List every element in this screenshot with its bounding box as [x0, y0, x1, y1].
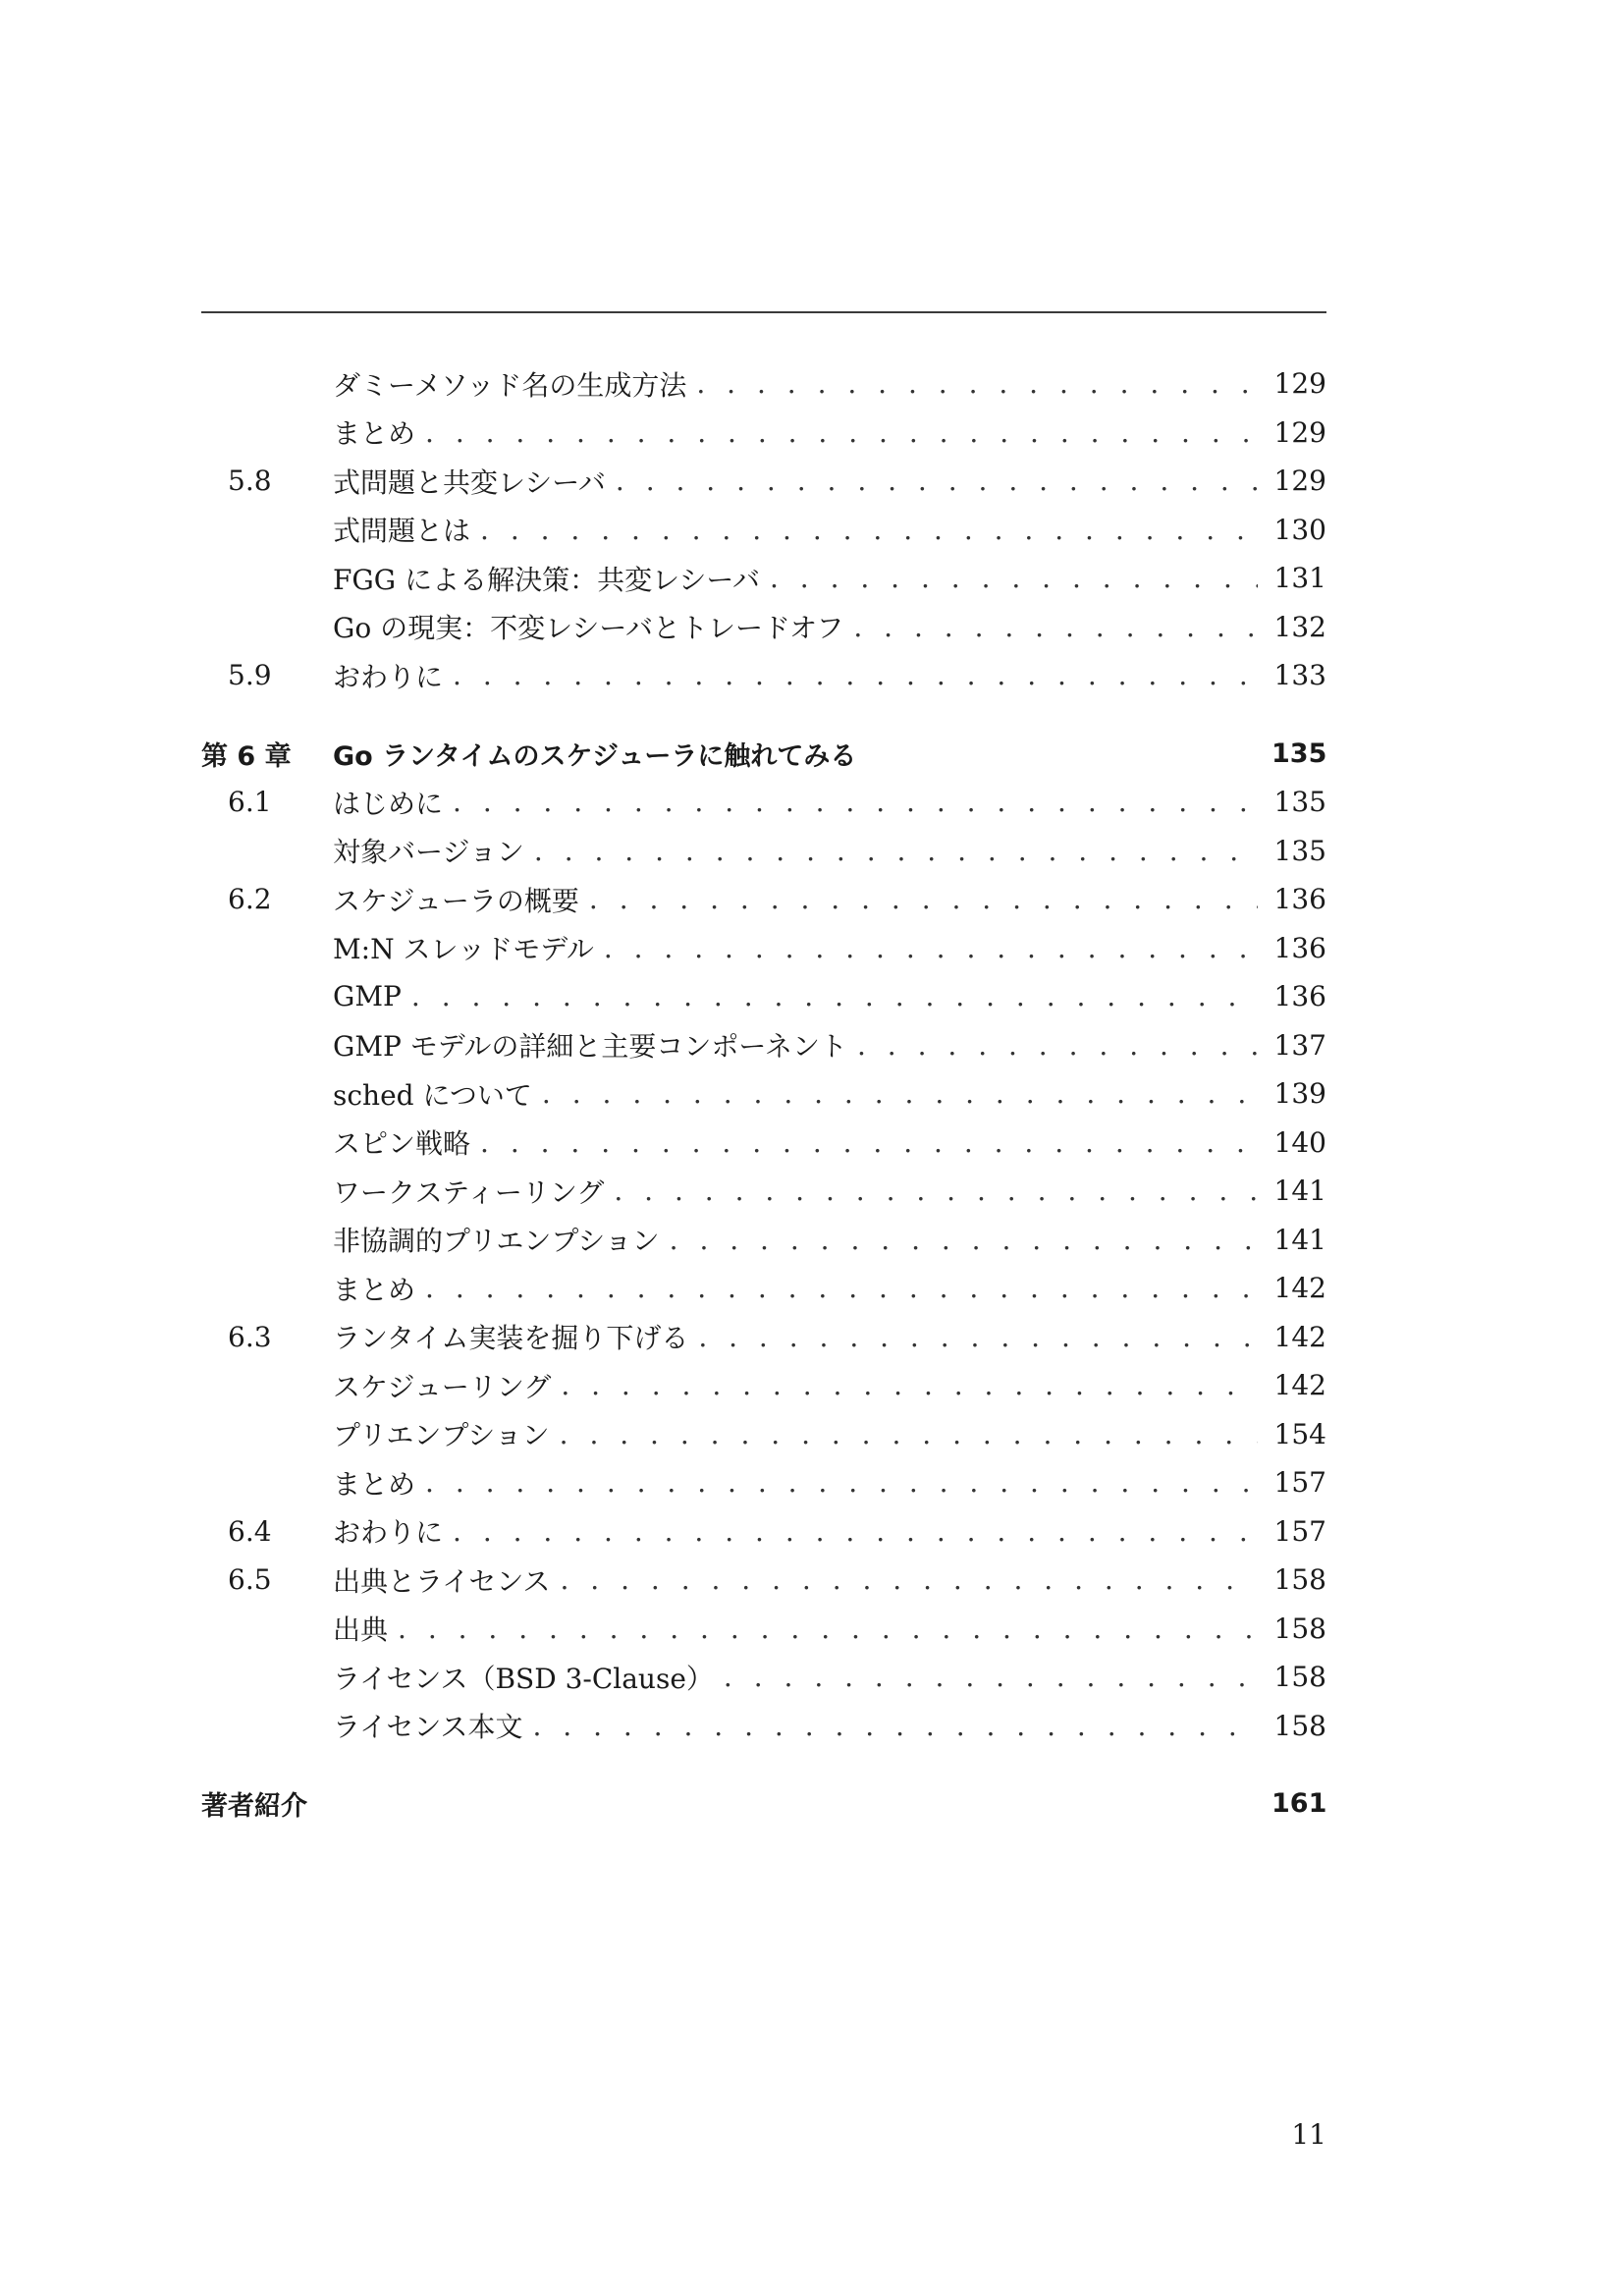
toc-entry[interactable] — [201, 1264, 1326, 1313]
toc-entry-page: 136 — [1273, 883, 1326, 916]
dot-leader — [698, 1321, 1258, 1353]
toc-entry-title: 式問題とは — [333, 515, 471, 548]
dot-leader — [453, 1515, 1258, 1548]
toc-entry[interactable] — [201, 778, 1326, 827]
toc-entry-page: 158 — [1273, 1563, 1326, 1597]
toc-entry-page: 130 — [1273, 513, 1326, 546]
toc-entry-page: 141 — [1273, 1223, 1326, 1256]
toc-entry-title: Go の現実：不変レシーバとトレードオフ — [333, 612, 844, 645]
toc-entry-title: スピン戦略 — [333, 1127, 471, 1161]
toc-entry-page: 157 — [1273, 1466, 1326, 1500]
toc-chapter-6[interactable] — [201, 730, 1326, 779]
dot-leader — [411, 980, 1258, 1012]
toc-entry-title: ランタイム実装を掘り下げる — [333, 1322, 689, 1355]
dot-leader — [670, 1224, 1258, 1256]
toc-entry[interactable] — [201, 603, 1326, 652]
page-number: 11 — [1291, 2118, 1326, 2151]
toc-entry[interactable] — [201, 506, 1326, 555]
header-rule — [201, 311, 1326, 313]
toc-entry[interactable] — [201, 554, 1326, 603]
toc-entry-page: 140 — [1273, 1125, 1326, 1159]
chapter-number: 第 6 章 — [201, 740, 292, 772]
toc-entry-page: 136 — [1273, 931, 1326, 964]
dot-leader — [560, 1563, 1258, 1596]
toc-entry-page: 137 — [1273, 1028, 1326, 1062]
toc-entry[interactable] — [201, 1556, 1326, 1605]
dot-leader — [425, 1466, 1258, 1499]
dot-leader — [604, 932, 1258, 964]
dot-leader — [398, 1613, 1258, 1645]
toc-entry-title: ライセンス本文 — [333, 1711, 523, 1744]
toc-entry[interactable] — [201, 359, 1326, 409]
toc-entry[interactable] — [201, 457, 1326, 506]
chapter-page: 135 — [1271, 738, 1327, 769]
toc-entry[interactable] — [201, 972, 1326, 1021]
toc-entry-title: 出典とライセンス — [333, 1564, 551, 1598]
toc-entry[interactable] — [201, 1410, 1326, 1459]
toc-entry-page: 158 — [1273, 1612, 1326, 1645]
toc-entry-page: 158 — [1273, 1661, 1326, 1694]
toc-entry-page: 139 — [1273, 1077, 1326, 1111]
toc-entry-page: 132 — [1273, 610, 1326, 643]
toc-entry[interactable] — [201, 651, 1326, 700]
toc-entry[interactable] — [201, 875, 1326, 924]
chapter-title: Go ランタイムのスケジューラに触れてみる — [333, 740, 857, 772]
dot-leader — [542, 1077, 1258, 1110]
toc-entry-title: スケジューラの概要 — [333, 884, 579, 917]
toc-entry[interactable] — [201, 1653, 1326, 1702]
dot-leader — [453, 659, 1258, 691]
toc-entry[interactable] — [201, 1702, 1326, 1751]
dot-leader — [616, 465, 1258, 497]
toc-entry-page: 142 — [1273, 1369, 1326, 1402]
toc-entry-title: M:N スレッドモデル — [333, 933, 594, 966]
dot-leader — [853, 611, 1258, 643]
toc-entry-title: 出典 — [333, 1613, 389, 1647]
dot-leader — [857, 1029, 1258, 1062]
dot-leader — [561, 1369, 1258, 1401]
toc-entry[interactable] — [201, 1361, 1326, 1410]
toc-entry-number: 6.2 — [228, 883, 272, 916]
toc-entry[interactable] — [201, 827, 1326, 876]
toc-entry-title: まとめ — [333, 417, 416, 451]
dot-leader — [614, 1175, 1258, 1207]
toc-entry-page: 129 — [1273, 415, 1326, 449]
toc-entry-title: プリエンプション — [333, 1419, 550, 1452]
author-intro-page: 161 — [1271, 1788, 1327, 1820]
toc-entry-title: ライセンス（BSD 3-Clause） — [333, 1662, 714, 1695]
toc-entry-title: まとめ — [333, 1467, 416, 1501]
dot-leader — [453, 786, 1258, 818]
dot-leader — [696, 367, 1258, 400]
toc-entry[interactable] — [201, 924, 1326, 973]
dot-leader — [532, 1710, 1258, 1742]
toc-entry-number: 6.4 — [228, 1514, 272, 1548]
toc-entry-page: 157 — [1273, 1514, 1326, 1548]
toc-entry-number: 5.8 — [228, 465, 272, 498]
dot-leader — [724, 1661, 1258, 1693]
toc-entry[interactable] — [201, 1167, 1326, 1216]
toc-entry-page: 136 — [1273, 980, 1326, 1013]
toc-entry-title: GMP モデルの詳細と主要コンポーネント — [333, 1030, 847, 1064]
toc-entry-title: sched について — [333, 1078, 532, 1112]
dot-leader — [425, 416, 1258, 449]
toc-entry-page: 129 — [1273, 465, 1326, 498]
dot-leader — [425, 1272, 1258, 1304]
toc-entry-title: FGG による解決策：共変レシーバ — [333, 563, 760, 596]
table-of-contents — [201, 359, 1326, 1829]
toc-entry-page: 135 — [1273, 834, 1326, 867]
toc-entry[interactable] — [201, 1069, 1326, 1119]
dot-leader — [480, 514, 1258, 546]
toc-entry[interactable] — [201, 1458, 1326, 1507]
toc-entry-page: 154 — [1273, 1417, 1326, 1450]
toc-entry[interactable] — [201, 1507, 1326, 1557]
toc-entry-number: 5.9 — [228, 659, 272, 692]
toc-entry-page: 131 — [1273, 562, 1326, 595]
toc-entry-number: 6.3 — [228, 1320, 272, 1353]
dot-leader — [560, 1418, 1258, 1450]
toc-entry-title: おわりに — [333, 660, 444, 693]
toc-entry-page: 135 — [1273, 786, 1326, 819]
toc-entry-title: 対象バージョン — [333, 836, 524, 869]
dot-leader — [534, 835, 1258, 867]
toc-entry-title: スケジューリング — [333, 1370, 552, 1403]
toc-entry-title: 式問題と共変レシーバ — [333, 465, 606, 499]
author-intro-title: 著者紹介 — [201, 1791, 307, 1823]
toc-entry[interactable] — [201, 1021, 1326, 1070]
toc-entry-number: 6.5 — [228, 1563, 272, 1597]
dot-leader — [480, 1126, 1258, 1159]
toc-entry-page: 142 — [1273, 1320, 1326, 1353]
toc-entry-title: はじめに — [333, 787, 444, 820]
toc-entry[interactable] — [201, 1605, 1326, 1654]
toc-entry-page: 158 — [1273, 1709, 1326, 1742]
toc-entry-number: 6.1 — [228, 786, 272, 819]
toc-entry-title: GMP — [333, 980, 402, 1013]
dot-leader — [770, 562, 1258, 594]
toc-entry-title: ワークスティーリング — [333, 1175, 605, 1209]
toc-entry-page: 142 — [1273, 1272, 1326, 1305]
toc-entry[interactable] — [201, 1119, 1326, 1168]
toc-entry-title: まとめ — [333, 1273, 416, 1306]
toc-entry-title: 非協調的プリエンプション — [333, 1225, 660, 1258]
toc-entry-page: 129 — [1273, 367, 1326, 401]
toc-entry-page: 141 — [1273, 1175, 1326, 1208]
toc-entry-title: ダミーメソッド名の生成方法 — [333, 368, 687, 402]
dot-leader — [589, 883, 1258, 915]
toc-entry-page: 133 — [1273, 659, 1326, 692]
toc-entry[interactable] — [201, 409, 1326, 458]
toc-entry[interactable] — [201, 1216, 1326, 1265]
toc-entry-title: おわりに — [333, 1516, 444, 1550]
toc-author-intro[interactable] — [201, 1779, 1326, 1829]
toc-entry[interactable] — [201, 1313, 1326, 1362]
